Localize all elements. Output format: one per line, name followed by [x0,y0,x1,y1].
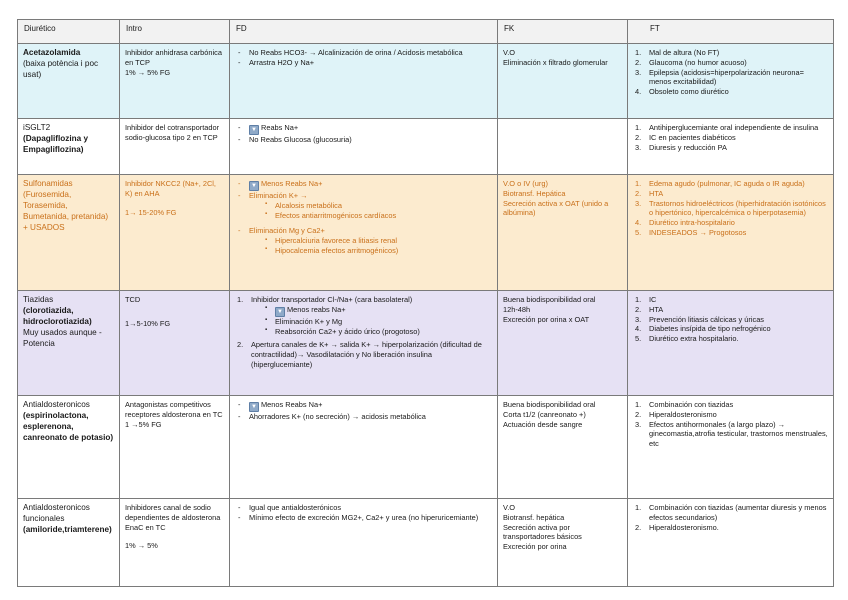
list-item: ▪ ▼ Menos reabs Na+ [251,305,492,317]
list-item: 2. HTA [635,188,664,198]
fd-cell [230,44,498,119]
drug-cell [18,499,120,587]
ft-cell [628,396,834,499]
list-item: 3. Efectos antihormonales (a largo plazo) → ginecomastia,atrofia testicular, trastornos menstruales, etc [635,419,828,449]
list-item: 5. Diurético extra hospitalario. [635,334,739,344]
fd-cell [230,175,498,291]
list-item: 3. Diuresis y reducción PA [635,142,727,152]
intro-fg: 1→5-10% FG [125,318,171,328]
header-fd: FD [230,20,498,44]
table-row [18,119,834,175]
intro-text: Inhibidor del cotransportador sodio-glucosa tipo 2 en TCP [125,123,220,142]
list-item: - ▼ Menos Reabs Na+ [235,179,492,191]
list-item: ▪ Alcalosis metabólica [249,201,492,211]
header-row [18,20,834,44]
list-item: 1. Mal de altura (No FT) [635,48,720,57]
ft-cell [628,119,834,175]
intro-text: Inhibidor anhidrasa carbónica en TCP [125,48,222,67]
intro-fg: 1 →5% FG [125,419,162,429]
list-item: 2. HTA [635,304,664,314]
fd-cell [230,291,498,396]
drug-note: (espirinolactona, esplerenona, canreonato de potasio) [23,410,114,442]
ft-cell [628,44,834,119]
list-item: 1. Antihiperglucemiante oral independiente de insulina [635,123,819,132]
list-item: 1. Combinación con tiazidas [635,400,734,409]
fk-cell [498,175,628,291]
intro-text: Inhibidores canal de sodio dependientes de aldosterona EnaC en TC [125,503,221,532]
intro-cell [120,291,230,396]
list-item: ▪ Eliminación K+ y Mg [251,317,492,327]
drug-cell [18,175,120,291]
list-item: 2. Hiperaldosteronismo [635,409,717,419]
list-item: 3. Trastornos hidroeléctricos (hiperhidratación isotónicos o hipertónico, hipercalcémica o hiperpotasemia) [635,198,826,218]
intro-text: Antagonistas competitivos receptores aldosterona en TC [125,400,223,419]
fk-cell [498,291,628,396]
drug-name: Acetazolamida [23,48,81,57]
list-item: - No Reabs HCO3- → Alcalinización de orina / Acidosis metabólica [235,48,492,58]
list-item: 4. Obsoleto como diurético [635,87,729,97]
header-intro: Intro [120,20,230,44]
intro-cell [120,44,230,119]
fk-line: V.O [503,48,516,57]
fk-line: Biotransf. Hepática [503,188,566,198]
intro-text: TCD [125,295,141,304]
drug-name: Sulfonamidas [23,179,73,188]
intro-fg: 1→ 15-20% FG [125,207,177,217]
list-item: - Arrastra H2O y Na+ [235,58,492,68]
list-item: - Ahorradores K+ (no secreción) → acidosis metabólica [235,412,492,422]
drug-note: (Dapagliflozina y Empagliflozina) [23,133,89,154]
intro-text: Inhibidor NKCC2 (Na+, 2Cl, K) en AHA [125,179,216,198]
fk-line: Actuación desde sangre [503,419,583,429]
drug-cell [18,44,120,119]
header-ft: FT [628,20,834,44]
table-row [18,291,834,396]
drug-name: Antialdosteronicos [23,400,90,409]
list-item: - Igual que antialdosterónicos [235,503,492,513]
list-item: - Mínimo efecto de excreción MG2+, Ca2+ y urea (no hiperuricemiante) [235,513,492,523]
intro-fg: 1% → 5% [125,541,158,551]
drug-name: iSGLT2 [23,123,51,132]
fk-line: Secreción activa x OAT (unido a albúmina) [503,198,609,218]
list-item: ▪ Hipercalciuria favorece a litiasis renal [249,236,492,246]
table-row [18,499,834,587]
intro-cell [120,119,230,175]
drug-cell [18,119,120,175]
list-item: - Eliminación Mg y Ca2+ ▪ Hipercalciuria favorece a litiasis renal ▪ Hipocalcemia efectos arritmogénicos) [235,226,492,255]
fk-cell [498,499,628,587]
fk-line: Buena biodisponibilidad oral [503,295,596,304]
fk-cell [498,396,628,499]
ft-cell [628,175,834,291]
list-item: 4. Diurético intra-hospitalario [635,218,735,228]
drug-cell [18,291,120,396]
header-diuretico: Diurético [18,20,120,44]
list-item: 5. INDESEADOS → Progotosos [635,227,747,237]
intro-cell [120,499,230,587]
list-item: - Eliminación K+ → ▪ Alcalosis metabólica ▪ Efectos antiarritmogénicos cardíacos [235,191,492,220]
list-item: 3. Epilepsia (acidosis=hiperpolarización neurona= menos excitabilidad) [635,67,804,87]
drug-note: (Furosemida, Torasemida, Bumetanida, pretanida) [23,189,109,221]
intro-cell [120,396,230,499]
fk-line: Secreción activa por transportadores básicos [503,522,582,542]
down-arrow-icon: ▼ [249,402,259,412]
diuretics-table [17,19,834,587]
fk-cell [498,44,628,119]
drug-extra: + USADOS [23,222,65,232]
down-arrow-icon: ▼ [275,307,285,317]
drug-name: Tiazidas [23,295,54,304]
list-item: 1. Combinación con tiazidas (aumentar diuresis y menos efectos secundarios) [635,503,827,522]
list-item: 2. IC en pacientes diabéticos [635,132,736,142]
ft-cell [628,291,834,396]
fk-line: V.O o IV (urg) [503,179,548,188]
fk-line: Eliminación x filtrado glomerular [503,57,608,67]
drug-note: (baixa potència i poc usat) [23,58,99,79]
drug-cell [18,396,120,499]
list-item: 1. Edema agudo (pulmonar, IC aguda o IR aguda) [635,179,805,188]
drug-name: Antialdosteronicos funcionales [23,503,90,523]
fk-line: Excreción por orina [503,542,567,552]
fk-line: Buena biodisponibilidad oral [503,400,596,409]
list-item: 2. Apertura canales de K+ → salida K+ → hiperpolarización (dificultad de contractilidad)→ Vasodilatación y No liberación insulina (hiperglucemiante) [237,340,482,369]
list-item: ▪ Hipocalcemia efectos arritmogénicos) [249,246,492,256]
table-row [18,44,834,119]
table-row [18,175,834,291]
table-row [18,396,834,499]
list-item: - No Reabs Glucosa (glucosuria) [235,135,492,145]
list-item: - ▼ Reabs Na+ [235,123,492,135]
ft-cell [628,499,834,587]
fk-line: Biotransf. hepática [503,512,565,522]
list-item: 1. Inhibidor transportador Cl-/Na+ (cara basolateral) ▪ ▼ Menos reabs Na+ ▪ Eliminación K+ y Mg ▪ Reabsorción Ca2+ y ácido úrico (progotoso) [235,295,492,336]
list-item: 2. Glaucoma (no humor acuoso) [635,57,747,67]
drug-extra: Muy usados aunque - Potencia [23,327,102,348]
list-item: 2. Hiperaldosteronismo. [635,522,719,532]
fd-cell [230,499,498,587]
list-item: 3. Prevención litiasis cálcicas y úricas [635,314,765,324]
down-arrow-icon: ▼ [249,181,259,191]
fk-cell [498,119,628,175]
list-item: ▪ Reabsorción Ca2+ y ácido úrico (progotoso) [251,327,492,337]
down-arrow-icon: ▼ [249,125,259,135]
drug-note: (clorotiazida, hidroclorotiazida) [23,305,92,326]
fk-line: Corta t1/2 (canreonato +) [503,409,586,419]
intro-fg: 1% → 5% FG [125,67,171,77]
header-fk: FK [498,20,628,44]
list-item: ▪ Efectos antiarritmogénicos cardíacos [249,211,492,221]
list-item: 1. IC [635,295,657,304]
intro-cell [120,175,230,291]
fk-line: Excreción por orina x OAT [503,314,590,324]
list-item: - ▼ Menos Reabs Na+ [235,400,492,412]
fd-cell [230,396,498,499]
fk-line: V.O [503,503,516,512]
drug-note: (amiloride,triamterene) [23,524,112,534]
fk-line: 12h-48h [503,304,531,314]
list-item: 4. Diabetes insípida de tipo nefrogénico [635,324,771,334]
fd-cell [230,119,498,175]
